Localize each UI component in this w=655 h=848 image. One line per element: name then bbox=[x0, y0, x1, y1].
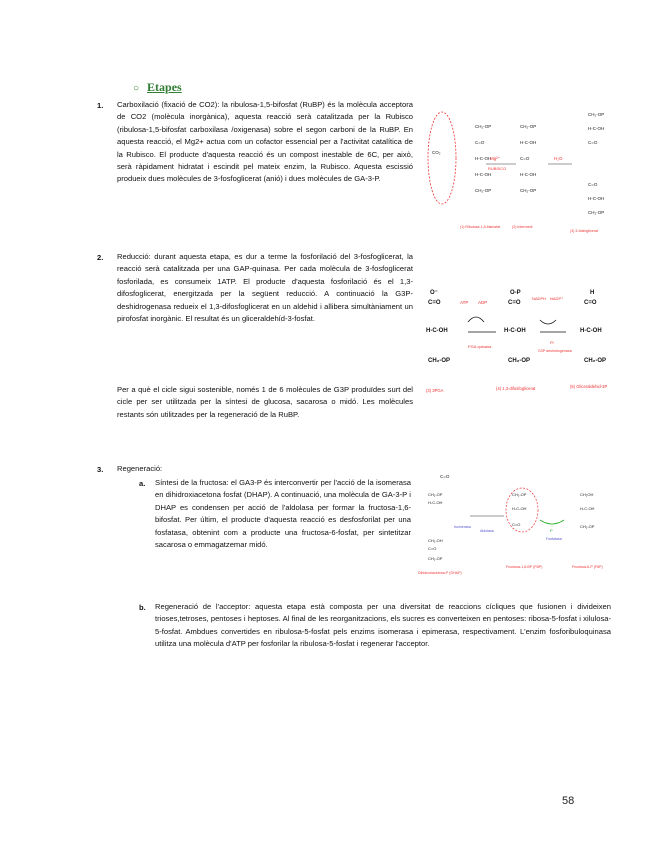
pi-label: Pi bbox=[550, 340, 554, 345]
mol3-hcoh: H-C-OH bbox=[580, 328, 602, 334]
mid-c4: H-C-OH bbox=[520, 172, 537, 177]
pg2-c3: H-C-OH bbox=[588, 196, 605, 201]
co2-label: CO₂ bbox=[432, 150, 441, 155]
mg-cofactor: Mg²⁺ bbox=[490, 156, 501, 161]
section-title: Etapes bbox=[147, 80, 182, 94]
phosphatase-arrow bbox=[540, 520, 564, 524]
step-1-number: 1. bbox=[97, 101, 104, 110]
section-heading bbox=[133, 80, 182, 95]
calvin-carboxylation-diagram bbox=[420, 108, 616, 248]
atp-label: ATP bbox=[460, 300, 469, 305]
rubp-c5: CH₂-OP bbox=[475, 188, 492, 193]
aldolase-enzyme: Aldolasa bbox=[480, 529, 494, 533]
mol2-co: C=O bbox=[508, 300, 521, 306]
heading-bullet: ○ bbox=[133, 83, 140, 94]
water-label: H₂O bbox=[554, 156, 563, 161]
pg-c1: CH₂-OP bbox=[588, 112, 605, 117]
step-3-title: Regeneració: bbox=[117, 464, 163, 473]
label-f6p: Fructosa-6-P (F6P) bbox=[572, 565, 603, 569]
fructose-synthesis-diagram bbox=[414, 470, 614, 580]
fbp-hcoh: H-C-OH bbox=[512, 506, 527, 511]
label-3pg: (3) 3-fosfoglicerat bbox=[570, 229, 598, 233]
pg-c2: C=O bbox=[588, 140, 598, 145]
label-dhap: Dihidroxiacetona-P (DHAP) bbox=[418, 571, 462, 575]
label-3pga: (3) 3PGA bbox=[426, 388, 444, 393]
phosphorylation-arrow bbox=[468, 317, 496, 332]
mol3-h: H bbox=[590, 290, 595, 296]
g3p-dehydrogenase-enzyme: G3P deshidrogenasa bbox=[538, 349, 572, 353]
step-2-text-continued: Per a què el cicle sigui sostenible, només 1 de 6 molècules de G3P produïdes surt del cicle per ser utilitzada per la síntesi de glucosa, sacarosa o midó. Les molècules restants són utilitzades per la regeneració de la RuBP. bbox=[117, 385, 413, 419]
step-1-text: Carboxilació (fixació de CO2): la ribulosa-1,5-bifosfat (RuBP) és la molècula acceptora de CO2 (molècula inorgànica), aquesta reacció serà catalitzada per la Rubisco (ribulosa-1,5-bifosfat carboxilasa /oxigenasa) sobre el segon carboni de la RuBP. En aquesta reacció, el Mg2+ actua com un cofactor essencial per a l'activitat catalítica de la Rubisco. El producte d'aquesta reacció és un compost inestable de 6C, per això, serà ràpidament hidratat i escindit pel mateix enzim, la Rubisco. Aquesta escissió produeix dues molècules de 3-fosfoglicerat (anió) i dues molècules de GA-3-P. bbox=[117, 100, 413, 184]
step-3b-letter: b. bbox=[139, 603, 146, 612]
g3p-top: C=O bbox=[440, 474, 450, 479]
mol3-ch2op: CH₂-OP bbox=[584, 358, 606, 364]
rubisco-enzyme: RUBISCO bbox=[488, 166, 507, 171]
mol2-hcoh: H-C-OH bbox=[504, 328, 526, 334]
nadp-label: NADP⁺ bbox=[550, 296, 564, 301]
fbp-co: C=O bbox=[512, 522, 521, 527]
mol2-ch2op: CH₂-OP bbox=[508, 358, 530, 364]
rubp-c1: CH₂-OP bbox=[475, 124, 492, 129]
step-2-number: 2. bbox=[97, 253, 104, 262]
step-3a-text: Síntesi de la fructosa: el GA3-P és interconvertir per l'acció de la isomerasa en dihidroxiacetona fosfat (DHAP). A continuació, una molècula de GA-3-P i DHAP es condensen per acció de l'aldolasa per formar la fructosa-1,6-bifosfat. Per últim, el producte d'aquesta reacció es desfosforilat per una fosfatasa, obtenint com a producte una fructosa-6-fosfat, per sintetitzar sacarosa o emmagatzemar midó. bbox=[155, 478, 411, 550]
f6p-hcoh: H-C-OH bbox=[580, 506, 595, 511]
isomerase-enzyme: Isomerasa bbox=[454, 525, 471, 529]
g3p-ch2op: CH₂-OP bbox=[428, 492, 443, 497]
pg-c3: H-C-OH bbox=[588, 126, 605, 131]
label-intermediate: (2) Intermedi bbox=[512, 225, 533, 229]
reduction-arrow bbox=[540, 320, 566, 332]
label-fbp: Fructosa-1,6-BP (FBP) bbox=[506, 565, 543, 569]
calvin-reduction-diagram bbox=[424, 284, 624, 402]
mol1-ch2op: CH₂-OP bbox=[428, 358, 450, 364]
dhap-co: C=O bbox=[428, 546, 437, 551]
mol1-co: C=O bbox=[428, 300, 441, 306]
label-g3p: (5) Gliceraldehid-3P bbox=[570, 384, 608, 389]
adp-label: ADP bbox=[478, 300, 488, 305]
mol2-op: O-P bbox=[510, 290, 521, 296]
dhap-ch2oh: CH₂-OH bbox=[428, 538, 443, 543]
g3p-hcoh: H-C-OH bbox=[428, 500, 443, 505]
mol3-co: C=O bbox=[584, 300, 597, 306]
dhap-ch2op: CH₂-OP bbox=[428, 556, 443, 561]
rubp-c3: H-C-OH bbox=[475, 156, 492, 161]
step-3b-text: Regeneració de l'acceptor: aquesta etapa està composta per una diversitat de reaccions cícliques que fusionen i divideixen trioses,tetroses, pentoses i heptoses. Al final de les reorganitzacions, els sucres es converteixen en pentoses: ribosa-5-fosfat i xilulosa-5-fosfat. Ambdues convertides en ribulosa-5-fosfat pels enzims isomerasa i epimerasa, respectivament. L'enzim fosforibuloquinasa utilitza una molècula d'ATP per fosforilar la ribulosa-5-fosfat i regenerar l'acceptor. bbox=[155, 602, 611, 649]
phosphatase-enzyme: Fosfatasa bbox=[546, 537, 562, 541]
mid-c1: CH₂-OP bbox=[520, 124, 537, 129]
f6p-ch2op: CH₂-OP bbox=[580, 524, 595, 529]
label-rubp: (1) Ribulosa-1,5-bisfosfat bbox=[460, 225, 501, 229]
mid-c2: C=O bbox=[520, 156, 530, 161]
mol1-hcoh: H-C-OH bbox=[426, 328, 448, 334]
rubp-c2: C=O bbox=[475, 140, 485, 145]
pg2-c2: C=O bbox=[588, 182, 598, 187]
step-3a-letter: a. bbox=[139, 479, 146, 488]
f6p-ch2oh: CH₂OH bbox=[580, 492, 594, 497]
pg2-c5: CH₂-OP bbox=[588, 210, 605, 215]
phosphate-label: P bbox=[550, 528, 553, 533]
mol1-o: O⁻ bbox=[430, 290, 438, 296]
fbp-ch2op: CH₂-OP bbox=[512, 492, 527, 497]
mid-c3: H-C-OH bbox=[520, 140, 537, 145]
rubp-c4: H-C-OH bbox=[475, 172, 492, 177]
mid-c5: CH₂-OP bbox=[520, 188, 537, 193]
pga-kinase-enzyme: PGA quinasa bbox=[468, 344, 492, 349]
nadph-label: NADPH bbox=[532, 296, 547, 301]
step-3-number: 3. bbox=[97, 465, 104, 474]
label-13bpg: (4) 1,3-difosfoglicerat bbox=[496, 386, 536, 391]
co2-highlight-circle bbox=[428, 112, 456, 204]
page-number: 58 bbox=[562, 795, 575, 807]
step-2-text: Reducció: durant aquesta etapa, es dur a terme la fosforilació del 3-fosfoglicerat, la reacció serà catalitzada per una GAP-quinasa. Per cada molècula de 3-fosfoglicerat fosforilada, es consumeix 1ATP. El producte d'aquesta fosforilació és el 1,3-difosfoglicerat, energitzada per la següent reducció. A continuació la G3P-deshidrogenasa redueix el 1,3-difosfoglicerat en un aldehid i allibera simultàniament un pirofosfat inorgànic. El resultat és un gliceraldehíd-3-fosfat. bbox=[117, 252, 413, 324]
